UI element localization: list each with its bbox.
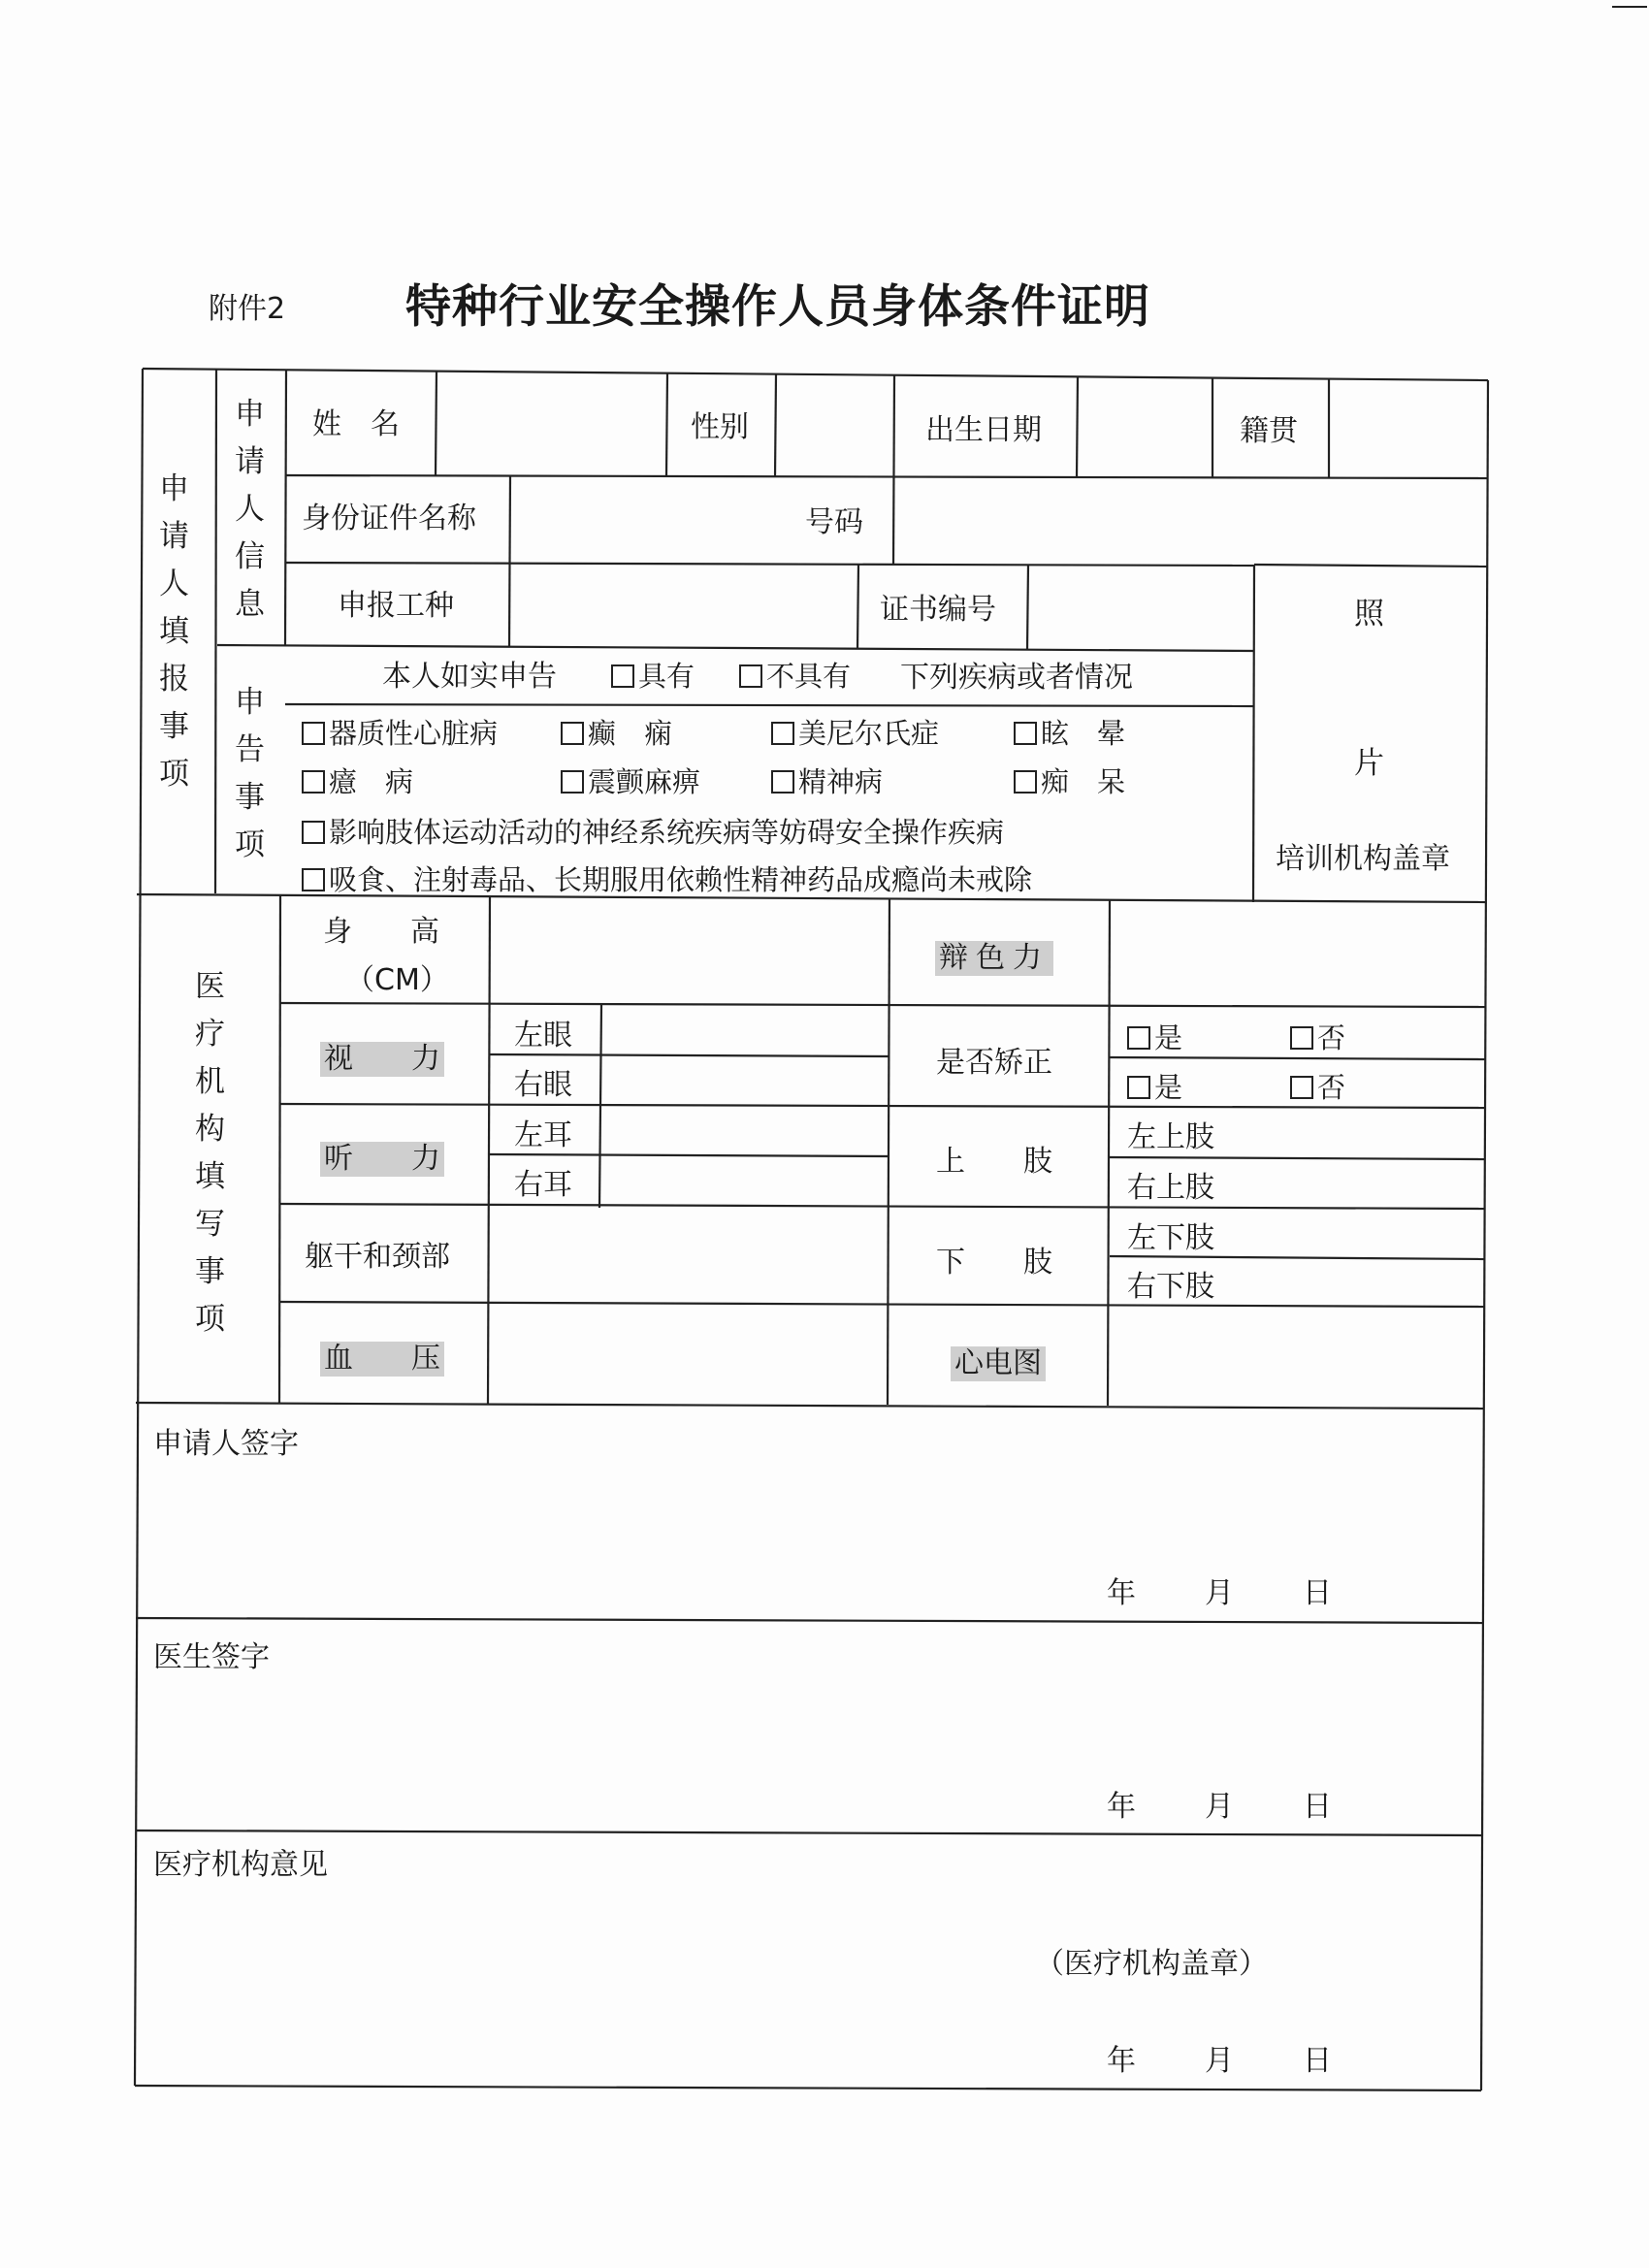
- disease-neuro-checkbox[interactable]: 影响肢体运动活动的神经系统疾病等妨碍安全操作疾病: [302, 819, 1004, 847]
- photo-label-1: 照: [1354, 597, 1384, 632]
- not-have-checkbox[interactable]: 不具有: [739, 663, 851, 691]
- left-lower-limb-label: 左下肢: [1127, 1221, 1214, 1255]
- doctor-date-month: 月: [1205, 1790, 1234, 1824]
- applicant-date-month: 月: [1205, 1576, 1234, 1610]
- left-eye-label: 左眼: [514, 1019, 572, 1053]
- cert-no-label: 证书编号: [880, 593, 996, 627]
- checkbox-icon: [771, 722, 794, 745]
- right-upper-limb-label: 右上肢: [1127, 1171, 1214, 1205]
- birth-date-label: 出生日期: [925, 413, 1042, 447]
- upper-limb-label: 上 肢: [936, 1145, 1052, 1179]
- training-seal-label: 培训机构盖章: [1276, 842, 1450, 876]
- name-label: 姓 名: [312, 407, 400, 441]
- disease-heart-checkbox[interactable]: 器质性心脏病: [302, 720, 498, 748]
- have-checkbox[interactable]: 具有: [611, 663, 695, 691]
- checkbox-icon: [771, 770, 794, 794]
- vision-label: 视 力: [320, 1042, 444, 1077]
- disease-hysteria-checkbox[interactable]: 癔 病: [302, 768, 413, 796]
- checkbox-icon: [1014, 770, 1037, 794]
- applicant-info-label: 申 请 人 信 息: [235, 397, 265, 622]
- institution-opinion-label: 医疗机构意见: [153, 1848, 328, 1882]
- doctor-date-day: 日: [1303, 1790, 1332, 1824]
- checkbox-icon: [739, 664, 762, 688]
- photo-label-2: 片: [1354, 746, 1384, 781]
- corrected-right-yes[interactable]: 是: [1127, 1074, 1182, 1102]
- attachment-label: 附件2: [209, 292, 286, 326]
- disease-epilepsy-checkbox[interactable]: 癫 痫: [561, 720, 672, 748]
- checkbox-icon: [561, 722, 584, 745]
- disease-meniere-checkbox[interactable]: 美尼尔氏症: [771, 720, 939, 748]
- id-doc-name-label: 身份证件名称: [302, 502, 476, 535]
- checkbox-icon: [611, 664, 634, 688]
- disease-dementia-checkbox[interactable]: 痴 呆: [1014, 768, 1125, 796]
- doctor-date-year: 年: [1107, 1790, 1136, 1824]
- declare-prefix: 本人如实申告: [382, 660, 557, 694]
- checkbox-icon: [1127, 1076, 1150, 1099]
- declare-suffix: 下列疾病或者情况: [900, 661, 1133, 695]
- checkbox-icon: [1014, 722, 1037, 745]
- left-ear-label: 左耳: [514, 1118, 572, 1152]
- right-ear-label: 右耳: [514, 1168, 572, 1202]
- disease-vertigo-checkbox[interactable]: 眩 晕: [1014, 720, 1125, 748]
- applicant-date-day: 日: [1303, 1576, 1332, 1610]
- corrected-label: 是否矫正: [936, 1046, 1052, 1080]
- color-vision-label: 辩色力: [935, 941, 1053, 976]
- right-eye-label: 右眼: [514, 1068, 572, 1102]
- institution-seal-label: （医疗机构盖章）: [1035, 1947, 1268, 1981]
- checkbox-icon: [302, 770, 325, 794]
- checkbox-icon: [1290, 1026, 1313, 1050]
- gender-label: 性别: [691, 410, 749, 444]
- lower-limb-label: 下 肢: [936, 1246, 1052, 1280]
- checkbox-icon: [302, 821, 325, 844]
- disease-drug-checkbox[interactable]: 吸食、注射毒品、长期服用依赖性精神药品成瘾尚未戒除: [302, 866, 1032, 894]
- institution-date-month: 月: [1205, 2044, 1234, 2078]
- document-title: 特种行业安全操作人员身体条件证明: [405, 280, 1150, 334]
- corrected-left-no[interactable]: 否: [1290, 1024, 1345, 1053]
- declaration-label: 申 告 事 项: [235, 685, 265, 862]
- corrected-right-no[interactable]: 否: [1290, 1074, 1345, 1102]
- doctor-signature-label: 医生签字: [153, 1640, 270, 1674]
- checkbox-icon: [1290, 1076, 1313, 1099]
- checkbox-icon: [1127, 1026, 1150, 1050]
- left-upper-limb-label: 左上肢: [1127, 1120, 1214, 1154]
- disease-mental-checkbox[interactable]: 精神病: [771, 768, 883, 796]
- applicant-signature-label: 申请人签字: [153, 1427, 299, 1461]
- height-label: 身 高: [323, 915, 439, 949]
- medical-section-label: 医 疗 机 构 填 写 事 项: [195, 969, 225, 1337]
- checkbox-icon: [561, 770, 584, 794]
- hearing-label: 听 力: [320, 1142, 444, 1177]
- institution-date-day: 日: [1303, 2044, 1332, 2078]
- corrected-left-yes[interactable]: 是: [1127, 1024, 1182, 1053]
- checkbox-icon: [302, 868, 325, 891]
- blood-pressure-label: 血 压: [320, 1342, 444, 1377]
- checkbox-icon: [302, 722, 325, 745]
- applicant-section-label: 申 请 人 填 报 事 项: [159, 471, 189, 792]
- job-type-label: 申报工种: [338, 589, 454, 623]
- right-lower-limb-label: 右下肢: [1127, 1270, 1214, 1304]
- applicant-date-year: 年: [1107, 1576, 1136, 1610]
- disease-parkinson-checkbox[interactable]: 震颤麻痹: [561, 768, 700, 796]
- institution-date-year: 年: [1107, 2044, 1136, 2078]
- ecg-label: 心电图: [951, 1346, 1046, 1381]
- height-unit: （CM）: [345, 963, 449, 997]
- native-place-label: 籍贯: [1240, 414, 1298, 448]
- id-number-label: 号码: [805, 505, 863, 539]
- trunk-neck-label: 躯干和颈部: [305, 1240, 450, 1274]
